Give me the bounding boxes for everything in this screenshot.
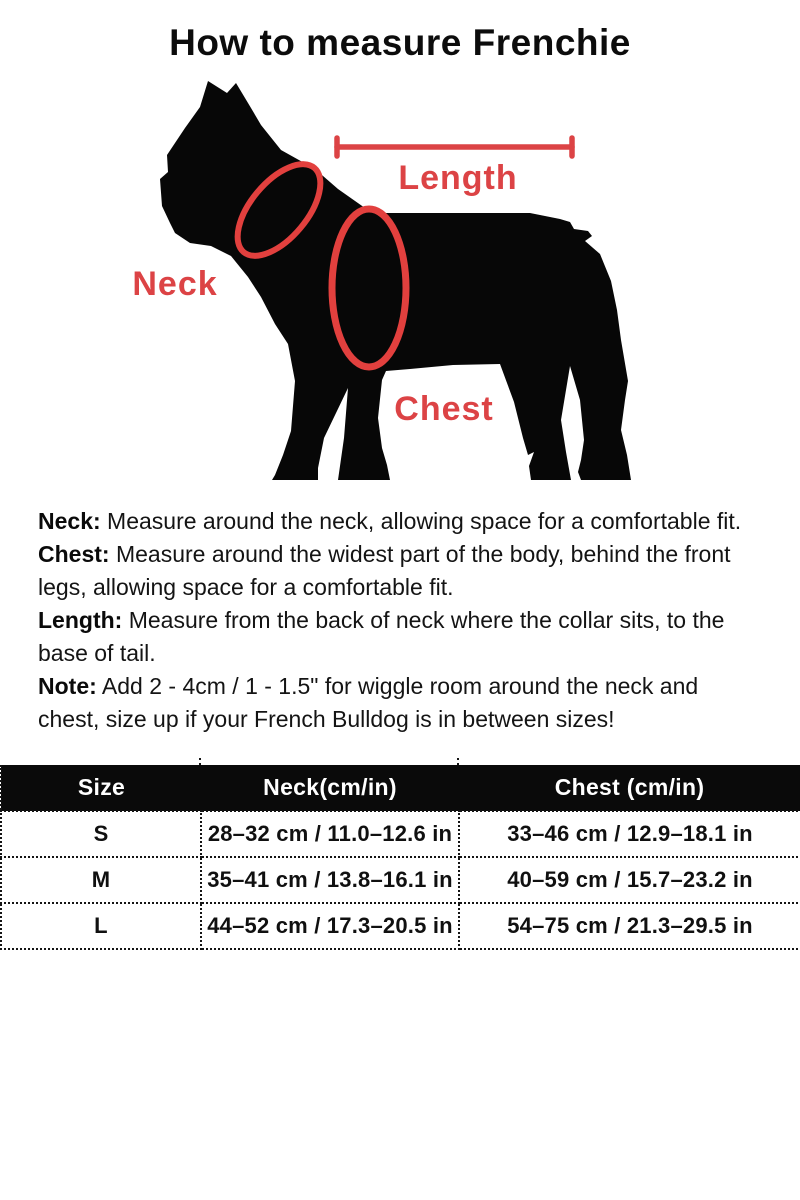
instruction-neck <box>38 505 760 538</box>
chest-cell: 40–59 cm / 15.7–23.2 in <box>459 857 800 903</box>
instruction-note <box>38 670 760 736</box>
size-chart <box>0 765 800 950</box>
size-cell: M <box>1 857 201 903</box>
instruction-neck-label: Neck: <box>38 508 101 534</box>
instruction-chest-label: Chest: <box>38 541 110 567</box>
neck-cell: 44–52 cm / 17.3–20.5 in <box>201 903 459 949</box>
instruction-length-label: Length: <box>38 607 123 633</box>
table-row-m <box>1 857 800 903</box>
measurement-diagram-svg <box>0 78 800 498</box>
chest-cell: 33–46 cm / 12.9–18.1 in <box>459 811 800 857</box>
neck-cell: 28–32 cm / 11.0–12.6 in <box>201 811 459 857</box>
length-label: Length <box>398 159 518 197</box>
neck-cell: 35–41 cm / 13.8–16.1 in <box>201 857 459 903</box>
neck-label: Neck <box>132 265 218 303</box>
size-cell: S <box>1 811 201 857</box>
table-row-l <box>1 903 800 949</box>
chest-label: Chest <box>394 390 494 428</box>
instruction-note-label: Note: <box>38 673 97 699</box>
column-divider-tick <box>457 758 459 765</box>
length-measure-line <box>337 138 572 156</box>
chest-cell: 54–75 cm / 21.3–29.5 in <box>459 903 800 949</box>
table-row-s <box>1 811 800 857</box>
size-cell: L <box>1 903 201 949</box>
instruction-note-text: Add 2 - 4cm / 1 - 1.5" for wiggle room around the neck and chest, size up if your French Bulldog is in between sizes! <box>38 673 699 732</box>
instruction-length <box>38 604 760 670</box>
page-title: How to measure Frenchie <box>169 22 631 63</box>
header-neck: Neck(cm/in) <box>201 765 459 811</box>
header-chest: Chest (cm/in) <box>459 765 800 811</box>
measuring-instructions <box>0 498 800 765</box>
size-table-header-row <box>1 765 800 811</box>
measurement-diagram <box>0 78 800 498</box>
size-table <box>0 765 800 950</box>
instruction-length-text: Measure from the back of neck where the collar sits, to the base of tail. <box>38 607 725 666</box>
instruction-chest-text: Measure around the widest part of the body, behind the front legs, allowing space for a comfortable fit. <box>38 541 731 600</box>
column-divider-tick <box>199 758 201 765</box>
header-size: Size <box>1 765 201 811</box>
instruction-neck-text: Measure around the neck, allowing space for a comfortable fit. <box>100 508 742 534</box>
instruction-chest <box>38 538 760 604</box>
